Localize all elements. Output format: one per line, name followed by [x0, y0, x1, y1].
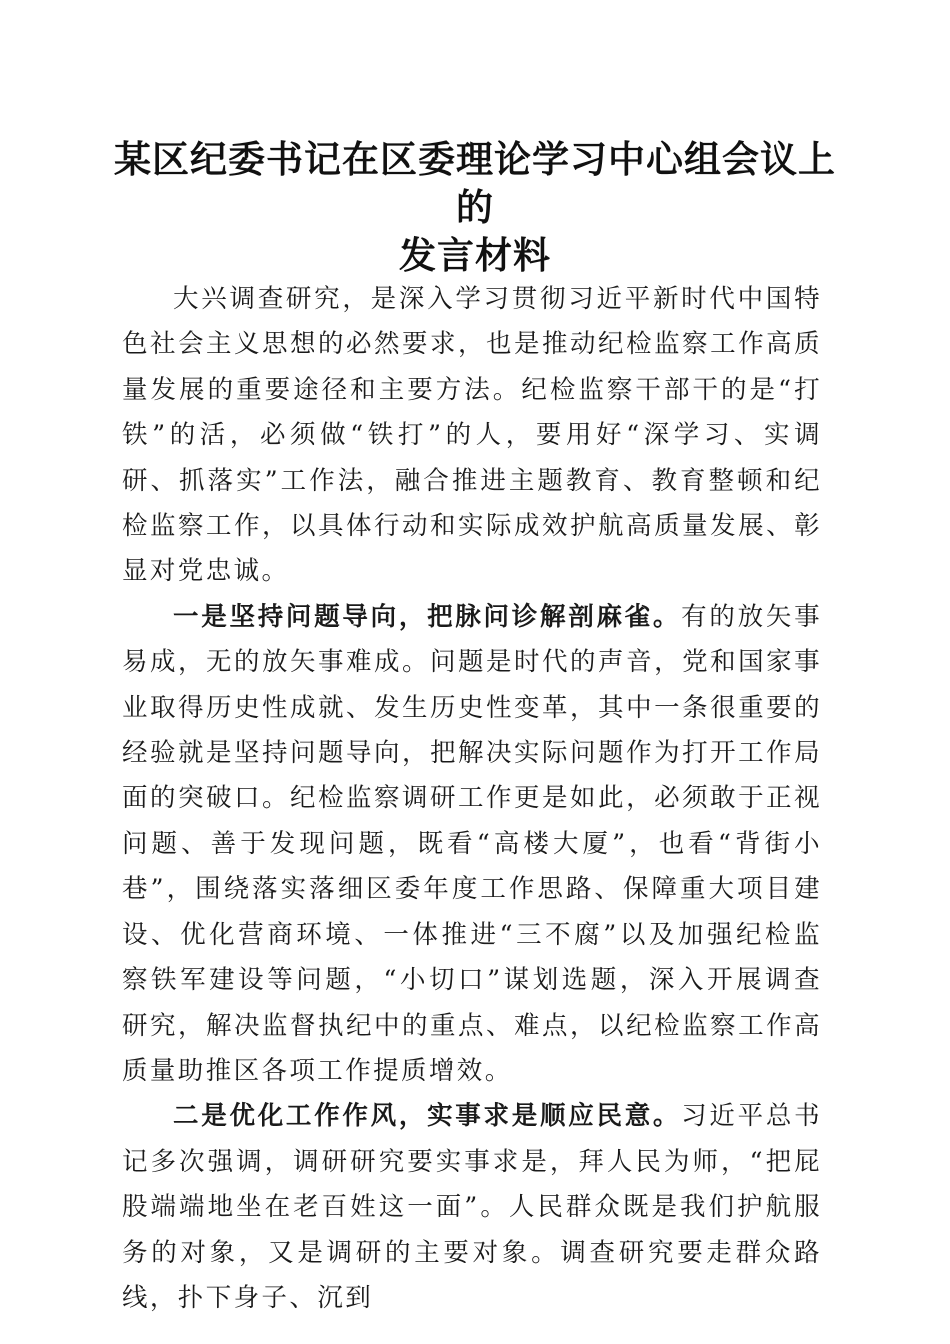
paragraph-intro-text: 大兴调查研究，是深入学习贯彻习近平新时代中国特色社会主义思想的必然要求，也是推动纪检监察工作高质量发展的重要途径和主要方法。纪检监察干部干的是“打铁”的活，必须做“铁打”的人，要用好“深学习、实调研、抓落实”工作法，融合推进主题教育、教育整顿和纪检监察工作，以具体行动和实际成效护航高质量发展、彰显对党忠诚。: [122, 284, 822, 587]
paragraph-point-two: [122, 1094, 822, 1321]
title-line-2: 发言材料: [399, 233, 551, 277]
document-title: [100, 135, 850, 279]
paragraph-point-one-heading: 一是坚持问题导向，把脉问诊解剖麻雀。: [173, 601, 682, 632]
paragraph-point-two-text: 习近平总书记多次强调，调研研究要实事求是，拜人民为师，“把屁股端端地坐在老百姓这一面”。人民群众既是我们护航服务的对象，又是调研的主要对象。调查研究要走群众路线，扑下身子、沉到: [122, 1101, 822, 1313]
document-body: [122, 277, 822, 1321]
title-line-1: 某区纪委书记在区委理论学习中心组会议上的: [114, 137, 836, 229]
paragraph-point-two-heading: 二是优化工作作风，实事求是顺应民意。: [173, 1101, 682, 1132]
paragraph-intro: [122, 277, 822, 595]
paragraph-point-one-text: 有的放矢事易成，无的放矢事难成。问题是时代的声音，党和国家事业取得历史性成就、发生历史性变革，其中一条很重要的经验就是坚持问题导向，把解决实际问题作为打开工作局面的突破口。纪检监察调研工作更是如此，必须敢于正视问题、善于发现问题，既看“高楼大厦”，也看“背街小巷”，围绕落实落细区委年度工作思路、保障重大项目建设、优化营商环境、一体推进“三不腐”以及加强纪检监察铁军建设等问题，“小切口”谋划选题，深入开展调查研究，解决监督执纪中的重点、难点，以纪检监察工作高质量助推区各项工作提质增效。: [122, 601, 822, 1086]
paragraph-point-one: [122, 595, 822, 1094]
